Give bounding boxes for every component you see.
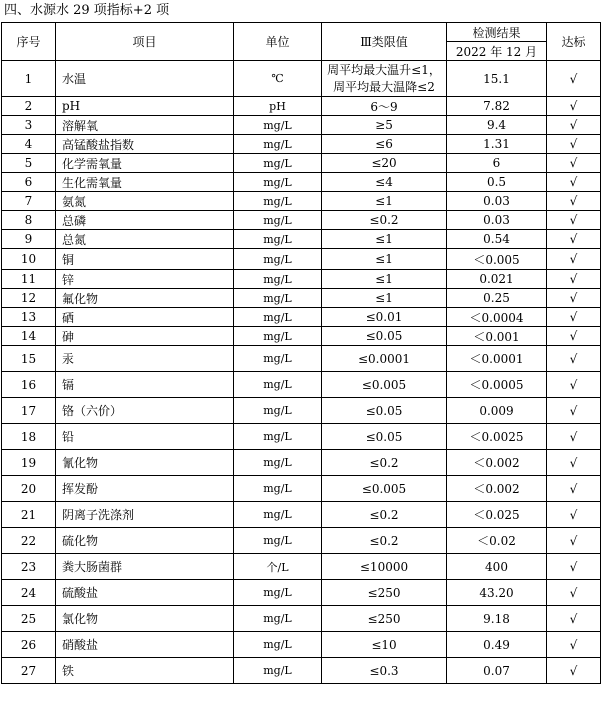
cell-item: 硝酸盐	[56, 632, 234, 658]
cell-no: 19	[2, 450, 56, 476]
cell-result: ＜0.0004	[447, 308, 547, 327]
cell-unit: mg/L	[234, 476, 322, 502]
cell-limit: ≤0.05	[322, 398, 447, 424]
cell-unit: mg/L	[234, 606, 322, 632]
cell-result: 0.07	[447, 658, 547, 684]
cell-no: 21	[2, 502, 56, 528]
cell-unit: pH	[234, 97, 322, 116]
cell-unit: mg/L	[234, 173, 322, 192]
cell-ok: √	[547, 658, 601, 684]
cell-limit: ≤250	[322, 580, 447, 606]
cell-item: 总氮	[56, 230, 234, 249]
cell-unit: mg/L	[234, 658, 322, 684]
cell-no: 10	[2, 249, 56, 270]
cell-item: 铅	[56, 424, 234, 450]
cell-ok: √	[547, 606, 601, 632]
cell-item: 挥发酚	[56, 476, 234, 502]
cell-limit: 6～9	[322, 97, 447, 116]
cell-limit: ≤0.2	[322, 211, 447, 230]
cell-ok: √	[547, 580, 601, 606]
table-row	[2, 230, 601, 249]
cell-unit: mg/L	[234, 154, 322, 173]
cell-ok: √	[547, 308, 601, 327]
table-row	[2, 554, 601, 580]
cell-ok: √	[547, 135, 601, 154]
cell-limit: ≤4	[322, 173, 447, 192]
cell-unit: mg/L	[234, 211, 322, 230]
cell-ok: √	[547, 61, 601, 97]
cell-item: 汞	[56, 346, 234, 372]
table-row	[2, 173, 601, 192]
cell-item: 氯化物	[56, 606, 234, 632]
cell-no: 8	[2, 211, 56, 230]
cell-ok: √	[547, 632, 601, 658]
cell-result: ＜0.002	[447, 450, 547, 476]
cell-item: 氨氮	[56, 192, 234, 211]
cell-limit: ≤0.0001	[322, 346, 447, 372]
table-row	[2, 211, 601, 230]
cell-no: 13	[2, 308, 56, 327]
cell-limit: ≤0.005	[322, 372, 447, 398]
cell-result: 0.03	[447, 211, 547, 230]
cell-result: 15.1	[447, 61, 547, 97]
cell-result: 7.82	[447, 97, 547, 116]
header-item: 项目	[56, 23, 234, 61]
water-quality-table	[1, 22, 601, 684]
cell-item: 砷	[56, 327, 234, 346]
cell-limit: ≤0.2	[322, 502, 447, 528]
cell-no: 6	[2, 173, 56, 192]
cell-ok: √	[547, 211, 601, 230]
cell-no: 9	[2, 230, 56, 249]
header-unit: 单位	[234, 23, 322, 61]
cell-item: 硫酸盐	[56, 580, 234, 606]
cell-item: 氰化物	[56, 450, 234, 476]
cell-limit: ≤1	[322, 249, 447, 270]
header-row	[2, 23, 601, 42]
cell-result: ＜0.025	[447, 502, 547, 528]
cell-result: ＜0.0005	[447, 372, 547, 398]
table-row	[2, 327, 601, 346]
table-row	[2, 346, 601, 372]
cell-item: 高锰酸盐指数	[56, 135, 234, 154]
cell-result: 6	[447, 154, 547, 173]
cell-result: 9.18	[447, 606, 547, 632]
cell-limit: ≤0.05	[322, 327, 447, 346]
table-row	[2, 528, 601, 554]
cell-result: ＜0.005	[447, 249, 547, 270]
cell-item: 锌	[56, 270, 234, 289]
table-row	[2, 632, 601, 658]
cell-limit: ≤0.2	[322, 528, 447, 554]
cell-ok: √	[547, 116, 601, 135]
cell-ok: √	[547, 230, 601, 249]
cell-limit: ≤250	[322, 606, 447, 632]
cell-no: 25	[2, 606, 56, 632]
cell-no: 24	[2, 580, 56, 606]
cell-result: 0.021	[447, 270, 547, 289]
cell-result: 0.25	[447, 289, 547, 308]
cell-unit: 个/L	[234, 554, 322, 580]
cell-item: 生化需氧量	[56, 173, 234, 192]
cell-result: 0.54	[447, 230, 547, 249]
cell-item: 铜	[56, 249, 234, 270]
cell-no: 22	[2, 528, 56, 554]
cell-no: 23	[2, 554, 56, 580]
cell-item: 铁	[56, 658, 234, 684]
cell-no: 4	[2, 135, 56, 154]
cell-ok: √	[547, 554, 601, 580]
cell-ok: √	[547, 424, 601, 450]
cell-limit: 周平均最大温升≤1，周平均最大温降≤2	[322, 61, 447, 97]
table-row	[2, 97, 601, 116]
cell-ok: √	[547, 289, 601, 308]
table-row	[2, 135, 601, 154]
cell-ok: √	[547, 192, 601, 211]
cell-limit: ≤0.005	[322, 476, 447, 502]
header-period: 2022 年 12 月	[447, 42, 547, 61]
cell-unit: mg/L	[234, 135, 322, 154]
cell-result: 0.009	[447, 398, 547, 424]
cell-unit: mg/L	[234, 230, 322, 249]
cell-result: ＜0.02	[447, 528, 547, 554]
table-row	[2, 270, 601, 289]
cell-unit: mg/L	[234, 502, 322, 528]
cell-unit: mg/L	[234, 632, 322, 658]
cell-no: 15	[2, 346, 56, 372]
cell-ok: √	[547, 327, 601, 346]
cell-ok: √	[547, 528, 601, 554]
header-no: 序号	[2, 23, 56, 61]
table-row	[2, 192, 601, 211]
cell-unit: mg/L	[234, 372, 322, 398]
cell-item: 化学需氧量	[56, 154, 234, 173]
cell-limit: ≤1	[322, 192, 447, 211]
cell-ok: √	[547, 154, 601, 173]
cell-no: 5	[2, 154, 56, 173]
table-row	[2, 116, 601, 135]
cell-unit: mg/L	[234, 346, 322, 372]
table-row	[2, 476, 601, 502]
table-row	[2, 154, 601, 173]
cell-item: 氟化物	[56, 289, 234, 308]
cell-limit: ≤0.01	[322, 308, 447, 327]
cell-ok: √	[547, 270, 601, 289]
cell-unit: mg/L	[234, 308, 322, 327]
cell-limit: ≥5	[322, 116, 447, 135]
cell-no: 3	[2, 116, 56, 135]
table-row	[2, 450, 601, 476]
cell-limit: ≤0.05	[322, 424, 447, 450]
cell-unit: mg/L	[234, 450, 322, 476]
cell-unit: mg/L	[234, 116, 322, 135]
header-ok: 达标	[547, 23, 601, 61]
cell-no: 26	[2, 632, 56, 658]
cell-item: 溶解氧	[56, 116, 234, 135]
cell-limit: ≤1	[322, 289, 447, 308]
cell-unit: mg/L	[234, 327, 322, 346]
table-row	[2, 61, 601, 97]
cell-item: 总磷	[56, 211, 234, 230]
cell-item: 水温	[56, 61, 234, 97]
cell-ok: √	[547, 346, 601, 372]
cell-result: 0.03	[447, 192, 547, 211]
cell-limit: ≤1	[322, 270, 447, 289]
cell-unit: mg/L	[234, 289, 322, 308]
cell-ok: √	[547, 476, 601, 502]
table-row	[2, 502, 601, 528]
cell-no: 7	[2, 192, 56, 211]
cell-unit: mg/L	[234, 270, 322, 289]
cell-result: 9.4	[447, 116, 547, 135]
cell-limit: ≤6	[322, 135, 447, 154]
cell-no: 17	[2, 398, 56, 424]
cell-result: 400	[447, 554, 547, 580]
table-row	[2, 372, 601, 398]
cell-result: 0.49	[447, 632, 547, 658]
section-heading: 四、水源水 29 项指标+2 项	[4, 3, 170, 18]
cell-limit: ≤0.3	[322, 658, 447, 684]
cell-ok: √	[547, 249, 601, 270]
cell-item: 铬（六价）	[56, 398, 234, 424]
cell-result: ＜0.0001	[447, 346, 547, 372]
cell-limit: ≤10000	[322, 554, 447, 580]
cell-no: 12	[2, 289, 56, 308]
cell-ok: √	[547, 97, 601, 116]
cell-item: pH	[56, 97, 234, 116]
cell-unit: mg/L	[234, 192, 322, 211]
cell-no: 2	[2, 97, 56, 116]
cell-ok: √	[547, 398, 601, 424]
cell-item: 阴离子洗涤剂	[56, 502, 234, 528]
cell-result: 43.20	[447, 580, 547, 606]
cell-limit: ≤10	[322, 632, 447, 658]
cell-no: 16	[2, 372, 56, 398]
cell-no: 18	[2, 424, 56, 450]
cell-result: ＜0.0025	[447, 424, 547, 450]
cell-result: 1.31	[447, 135, 547, 154]
table-row	[2, 398, 601, 424]
cell-unit: ℃	[234, 61, 322, 97]
cell-unit: mg/L	[234, 398, 322, 424]
cell-ok: √	[547, 502, 601, 528]
cell-item: 硒	[56, 308, 234, 327]
cell-item: 硫化物	[56, 528, 234, 554]
table-row	[2, 289, 601, 308]
cell-ok: √	[547, 372, 601, 398]
cell-item: 粪大肠菌群	[56, 554, 234, 580]
cell-result: ＜0.002	[447, 476, 547, 502]
header-limit: Ⅲ类限值	[322, 23, 447, 61]
cell-no: 20	[2, 476, 56, 502]
cell-unit: mg/L	[234, 249, 322, 270]
table-row	[2, 606, 601, 632]
cell-limit: ≤1	[322, 230, 447, 249]
table-row	[2, 424, 601, 450]
cell-no: 1	[2, 61, 56, 97]
cell-unit: mg/L	[234, 528, 322, 554]
cell-item: 镉	[56, 372, 234, 398]
table-row	[2, 658, 601, 684]
cell-result: 0.5	[447, 173, 547, 192]
cell-unit: mg/L	[234, 580, 322, 606]
cell-no: 27	[2, 658, 56, 684]
cell-limit: ≤20	[322, 154, 447, 173]
table-row	[2, 308, 601, 327]
table-row	[2, 249, 601, 270]
cell-ok: √	[547, 450, 601, 476]
cell-result: ＜0.001	[447, 327, 547, 346]
cell-ok: √	[547, 173, 601, 192]
cell-unit: mg/L	[234, 424, 322, 450]
cell-no: 14	[2, 327, 56, 346]
cell-no: 11	[2, 270, 56, 289]
header-result: 检测结果	[447, 23, 547, 42]
cell-limit: ≤0.2	[322, 450, 447, 476]
table-row	[2, 580, 601, 606]
